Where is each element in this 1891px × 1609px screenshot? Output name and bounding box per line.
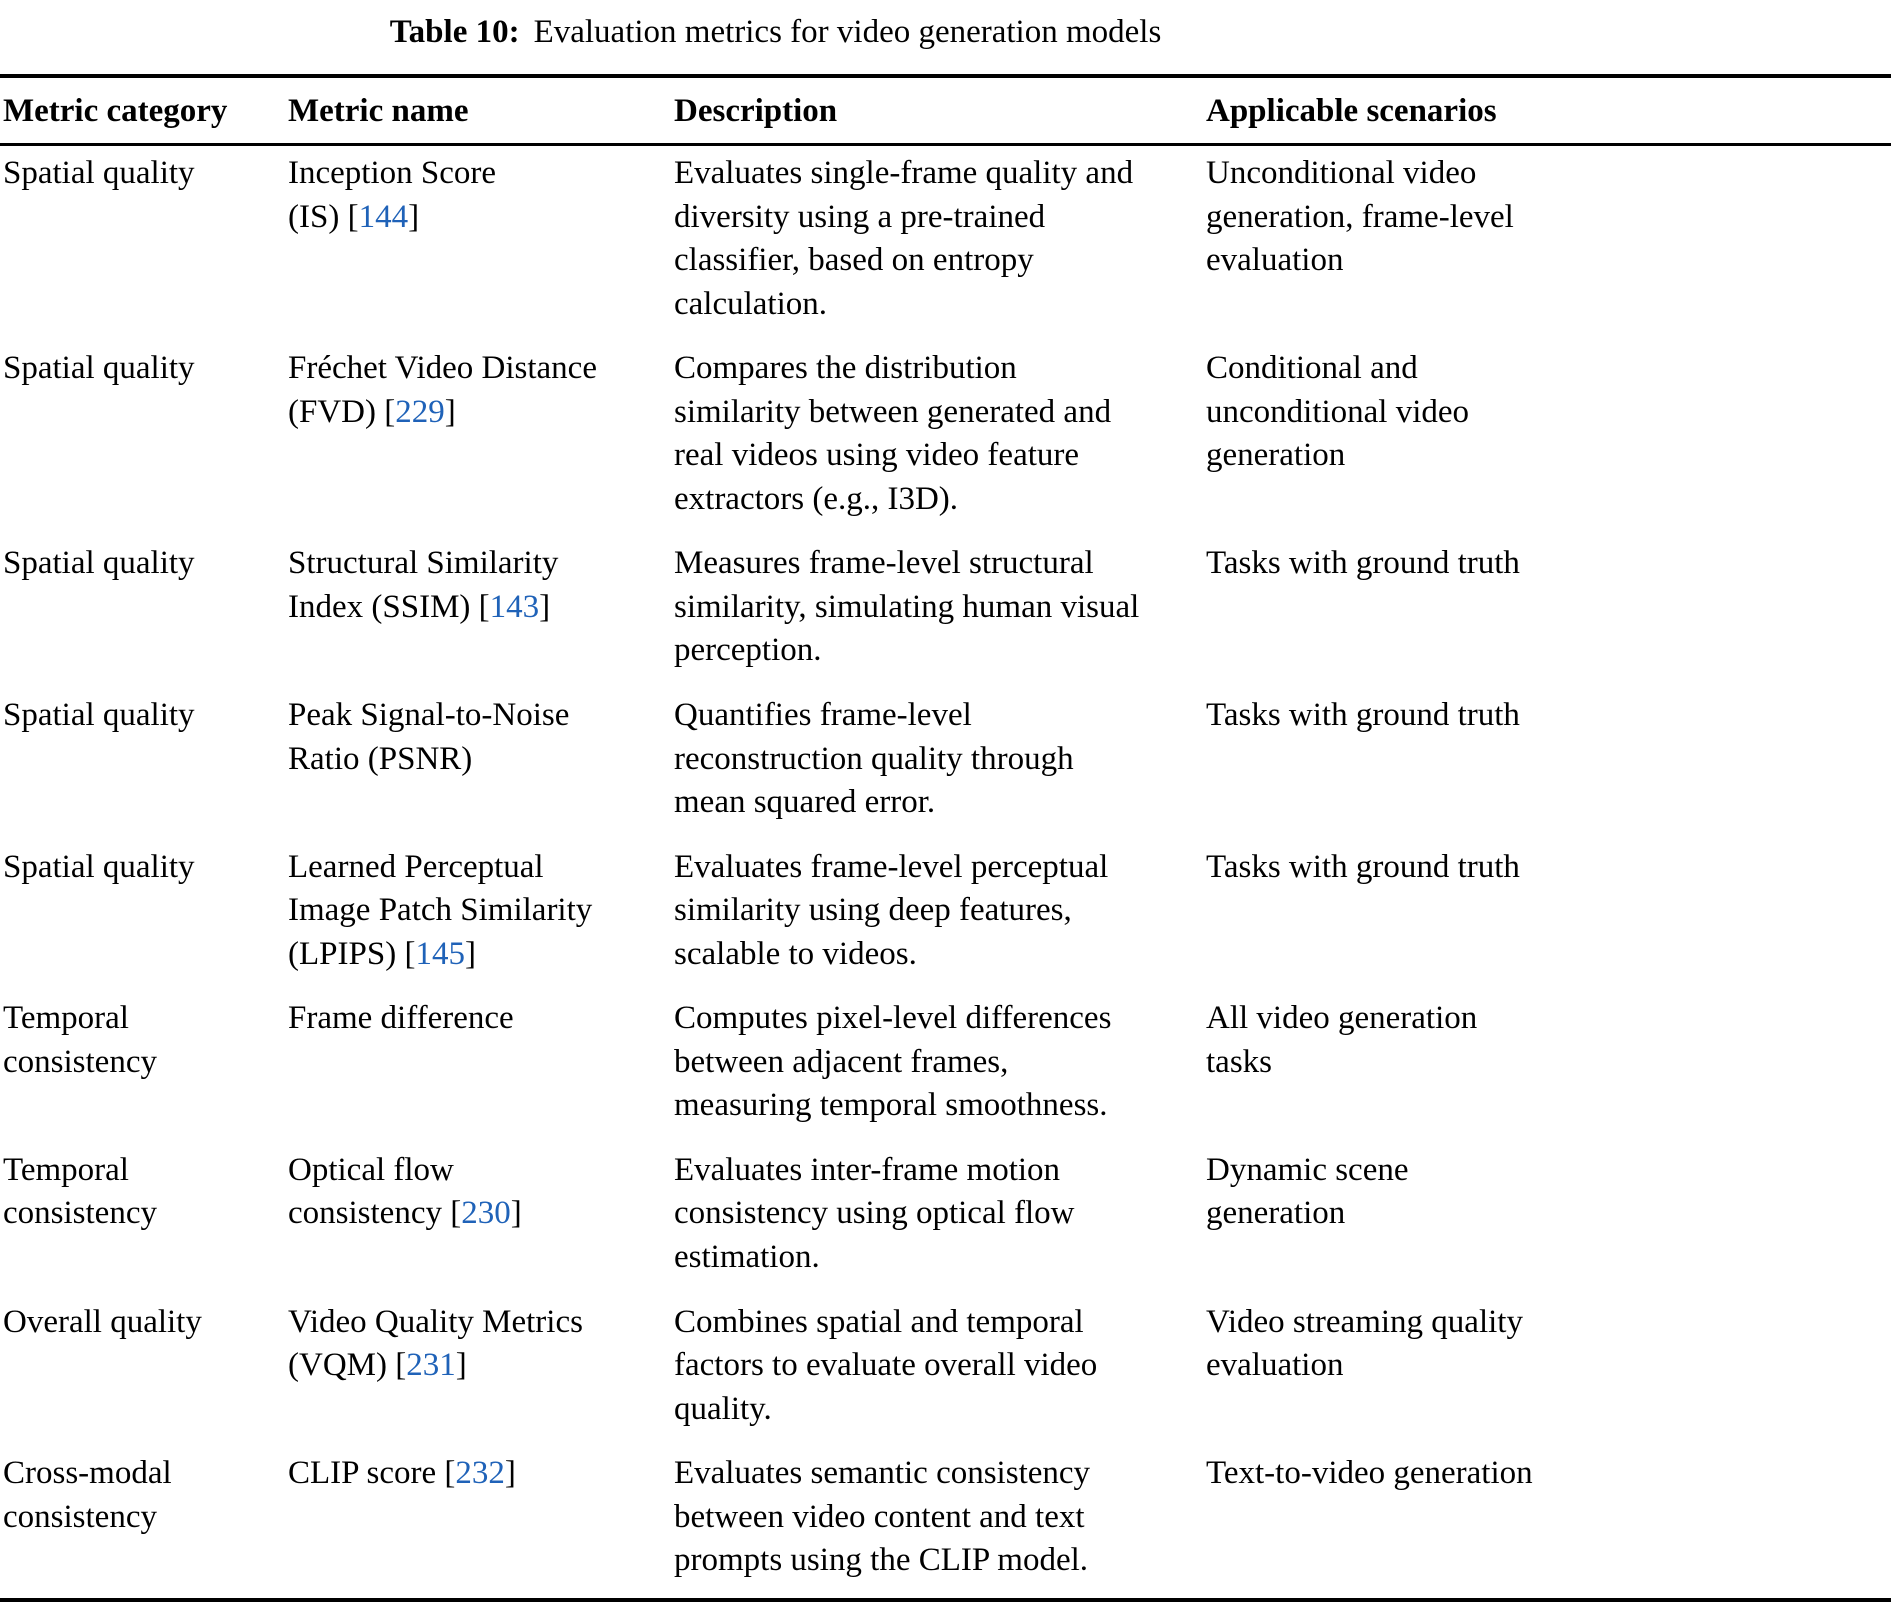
cell-metric-name: Optical flow consistency [230] <box>288 1151 522 1232</box>
citation-link[interactable]: 229 <box>395 393 445 430</box>
citation-link[interactable]: 143 <box>489 588 540 625</box>
cell-description: Evaluates frame-level perceptual similarity using deep features, scalable to videos. <box>674 848 1109 972</box>
table-row <box>0 840 1891 992</box>
table-row <box>0 688 1891 840</box>
cell-applicable-scenarios: Tasks with ground truth <box>1206 545 1520 582</box>
table-body <box>0 145 1891 1600</box>
cell-metric-category: Temporal consistency <box>3 1000 157 1080</box>
table-row <box>0 1446 1891 1600</box>
column-header-applicable-scenarios: Applicable scenarios <box>1205 76 1891 145</box>
table-row <box>0 1143 1891 1295</box>
cell-description: Combines spatial and temporal factors to evaluate overall video quality. <box>674 1303 1098 1427</box>
cell-description: Quantifies frame-level reconstruction quality through mean squared error. <box>674 697 1074 821</box>
cell-applicable-scenarios: Video streaming quality evaluation <box>1206 1303 1523 1384</box>
table-caption-text: Evaluation metrics for video generation models <box>533 14 1162 50</box>
cell-metric-name: Inception Score (IS) [144] <box>288 155 497 235</box>
cell-applicable-scenarios: Unconditional video generation, frame-level evaluation <box>1206 155 1514 279</box>
cell-description: Computes pixel-level differences between adjacent frames, measuring temporal smoothness. <box>674 1000 1112 1124</box>
cell-description: Measures frame-level structural similarity, simulating human visual perception. <box>674 545 1140 669</box>
cell-applicable-scenarios: Text-to-video generation <box>1206 1455 1533 1492</box>
cell-metric-category: Temporal consistency <box>3 1151 157 1232</box>
citation-link[interactable]: 231 <box>406 1347 456 1384</box>
column-header-metric-category: Metric category <box>0 76 287 145</box>
cell-description: Evaluates semantic consistency between video content and text prompts using the CLIP model. <box>674 1455 1091 1579</box>
column-header-description: Description <box>673 76 1205 145</box>
citation-link[interactable]: 144 <box>358 198 409 235</box>
cell-metric-category: Spatial quality <box>3 848 195 885</box>
cell-applicable-scenarios: Dynamic scene generation <box>1206 1151 1409 1232</box>
column-header-metric-name: Metric name <box>287 76 673 145</box>
cell-applicable-scenarios: Tasks with ground truth <box>1206 848 1520 885</box>
citation-link[interactable]: 145 <box>415 935 465 972</box>
cell-description: Compares the distribution similarity between generated and real videos using video feature extractors (e.g., I3D). <box>674 350 1112 517</box>
table-row <box>0 536 1891 688</box>
cell-metric-name: Video Quality Metrics (VQM) [231] <box>288 1303 583 1384</box>
table-header-row <box>0 76 1891 145</box>
table-row <box>0 991 1891 1143</box>
metrics-table <box>0 74 1891 1602</box>
table-row <box>0 145 1891 342</box>
cell-applicable-scenarios: Conditional and unconditional video generation <box>1206 350 1470 474</box>
table-caption-label: Table 10: <box>389 14 520 50</box>
table-row <box>0 1295 1891 1447</box>
cell-metric-category: Spatial quality <box>3 545 195 582</box>
cell-applicable-scenarios: All video generation tasks <box>1206 1000 1478 1080</box>
cell-metric-category: Overall quality <box>3 1303 202 1340</box>
cell-metric-category: Spatial quality <box>3 350 195 387</box>
table-caption <box>0 0 1891 74</box>
cell-metric-category: Cross-modal consistency <box>3 1455 172 1535</box>
cell-metric-name: Peak Signal-to-Noise Ratio (PSNR) <box>288 697 570 777</box>
cell-metric-name: Learned Perceptual Image Patch Similarity (LPIPS) [145] <box>288 848 593 972</box>
cell-metric-name: Fréchet Video Distance (FVD) [229] <box>288 350 597 430</box>
cell-description: Evaluates inter-frame motion consistency using optical flow estimation. <box>674 1151 1075 1276</box>
cell-metric-name: Frame difference <box>288 1000 514 1037</box>
cell-description: Evaluates single-frame quality and diversity using a pre-trained classifier, based on entropy calculation. <box>674 155 1134 322</box>
citation-link[interactable]: 230 <box>461 1195 511 1232</box>
cell-metric-category: Spatial quality <box>3 155 195 191</box>
cell-metric-name: Structural Similarity Index (SSIM) [143] <box>288 545 559 625</box>
cell-metric-category: Spatial quality <box>3 697 195 734</box>
table-row <box>0 341 1891 536</box>
cell-metric-name: CLIP score [232] <box>288 1455 516 1492</box>
cell-applicable-scenarios: Tasks with ground truth <box>1206 697 1520 734</box>
citation-link[interactable]: 232 <box>455 1455 505 1492</box>
